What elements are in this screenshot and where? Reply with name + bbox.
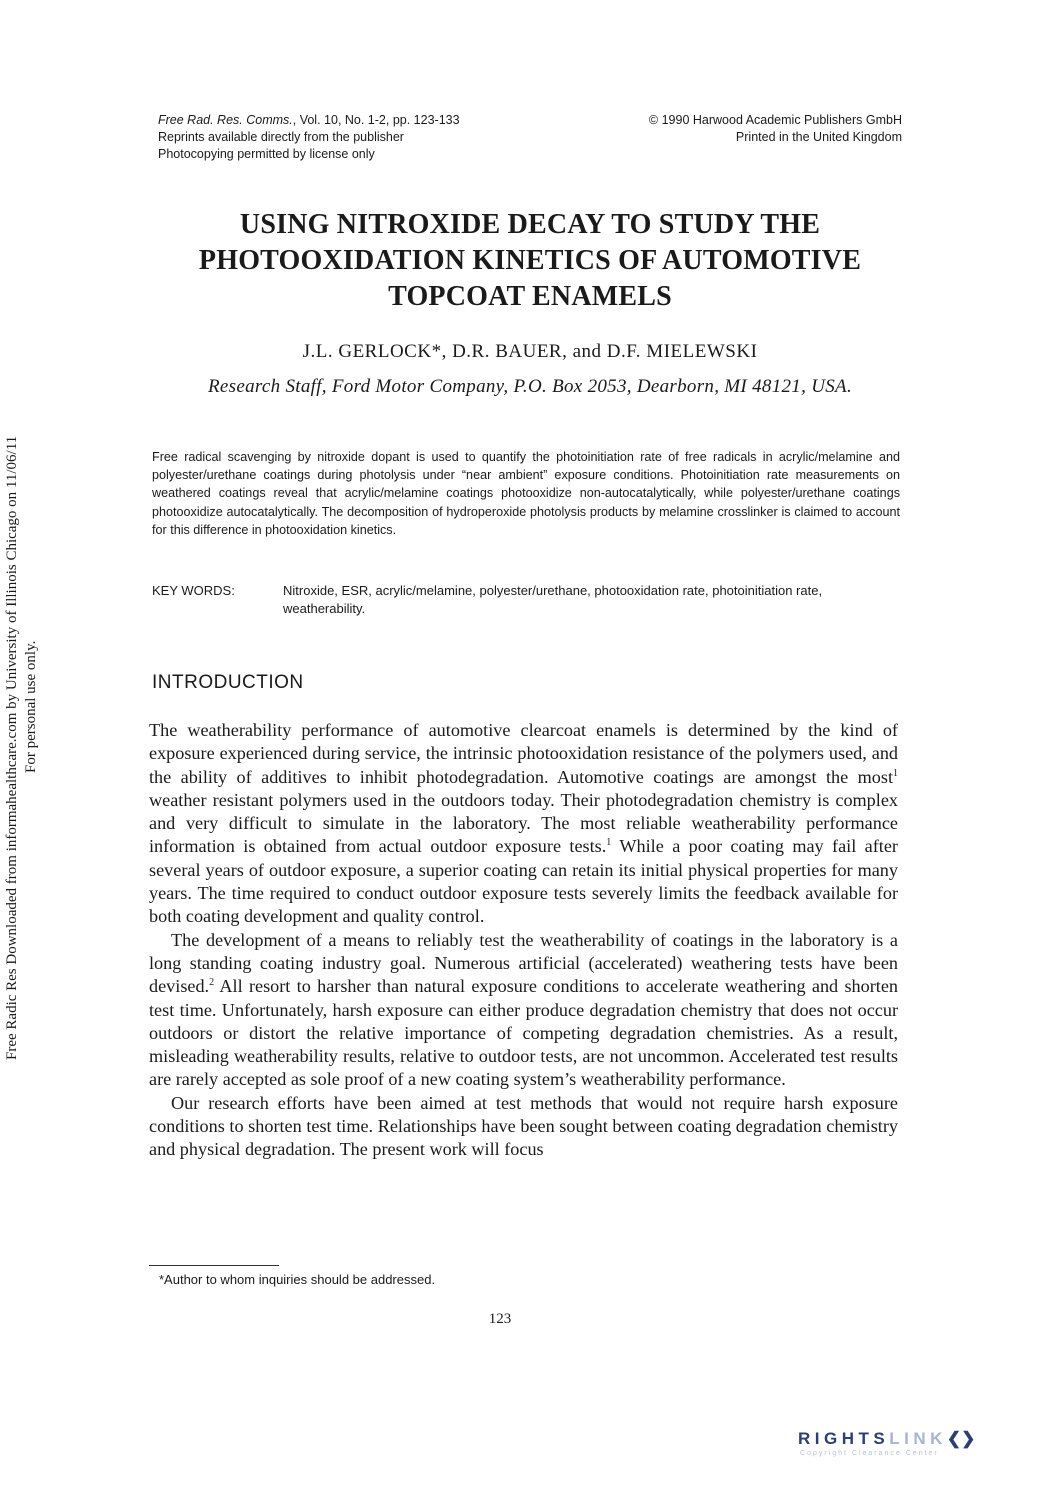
author-affiliation: Research Staff, Ford Motor Company, P.O. Box 2053, Dearborn, MI 48121, USA. — [208, 376, 852, 397]
logo-rights-text: RIGHTS — [798, 1429, 890, 1448]
copyright-block — [649, 112, 902, 146]
reprints-note: Reprints available directly from the publisher — [158, 130, 404, 144]
personal-use-watermark: For personal use only. — [23, 640, 39, 773]
footnote-divider — [149, 1265, 279, 1266]
author-list: J.L. GERLOCK*, D.R. BAUER, and D.F. MIELEWSKI — [302, 341, 758, 362]
rightslink-logo[interactable] — [798, 1429, 1028, 1469]
title-line-1: USING NITROXIDE DECAY TO STUDY THE — [239, 209, 821, 240]
logo-wordmark — [798, 1429, 1028, 1449]
paragraph: Our research efforts have been aimed at test methods that would not require harsh exposure conditions to shorten test time. Relationships have been sought between coating degradation chemistry and physical degradation. The present work will focus — [149, 1092, 898, 1160]
title-line-2: PHOTOOXIDATION KINETICS OF AUTOMOTIVE — [198, 245, 862, 276]
logo-subtitle: Copyright Clearance Center — [800, 1450, 939, 1457]
paragraph-text: While a poor coating may fail after several years of outdoor exposure, a superior coating can retain its initial physical properties for many years. The time required to conduct outdoor exposure tests severely limits the feedback available for both coating development and quality control. — [149, 836, 898, 927]
photocopying-note: Photocopying permitted by license only — [158, 147, 375, 161]
abstract: Free radical scavenging by nitroxide dopant is used to quantify the photoinitiation rate of free radicals in acrylic/melamine and polyester/urethane coatings during photolysis under “near ambient” exposure conditions. Photoinitiation rate measurements on weathered coatings reveal that acrylic/melamine coatings photooxidize non-autocatalytically, while polyester/urethane coatings photooxidize autocatalytically. The decomposition of hydroperoxide photolysis products by melamine crosslinker is claimed to account for this difference in photooxidation kinetics. — [152, 450, 900, 537]
copyright-line: © 1990 Harwood Academic Publishers GmbH — [648, 113, 902, 127]
article-title — [120, 207, 940, 315]
journal-citation — [158, 112, 460, 163]
paragraph-text: The development of a means to reliably test the weatherability of coatings in the laboratory is a long standing coating industry goal. Numerous artificial (accelerated) weathering tests have been devised. — [149, 929, 898, 997]
reference-marker[interactable]: 1 — [893, 767, 898, 779]
download-watermark: Free Radic Res Downloaded from informahealthcare.com by University of Illinois Chicago on 11/06/11 — [4, 435, 20, 1060]
paragraph-text: All resort to harsher than natural exposure conditions to accelerate weathering and shorten test time. Unfortunately, harsh exposure can either produce degradation chemistry that does not occur outdoors or distort the relative importance of competing degradation chemistries. As a result, misleading weatherability results, relative to outdoor tests, are not uncommon. Accelerated test results are rarely accepted as sole proof of a new coating system’s weatherability performance. — [149, 976, 898, 1090]
section-heading-introduction: INTRODUCTION — [152, 672, 304, 693]
paragraph-text: weather resistant polymers used in the outdoors today. Their photodegradation chemistry is complex and very difficult to simulate in the laboratory. The most reliable weatherability performance information is obtained from actual outdoor exposure tests. — [149, 789, 898, 857]
keywords — [152, 582, 900, 618]
link-arrows-icon: ❮❯ — [946, 1429, 976, 1448]
introduction-body — [149, 719, 898, 1162]
page-number: 123 — [488, 1311, 512, 1327]
title-line-3: TOPCOAT ENAMELS — [388, 281, 672, 312]
volume-pages: , Vol. 10, No. 1-2, pp. 123-133 — [292, 113, 460, 127]
printed-in: Printed in the United Kingdom — [735, 130, 902, 144]
paragraph — [149, 719, 898, 929]
keywords-label: KEY WORDS: — [152, 583, 235, 598]
reference-marker[interactable]: 1 — [606, 837, 612, 849]
footnote: *Author to whom inquiries should be addressed. — [159, 1272, 436, 1287]
journal-name: Free Rad. Res. Comms. — [158, 113, 293, 127]
logo-link-text: LINK — [889, 1429, 947, 1448]
paragraph-text: The weatherability performance of automotive clearcoat enamels is determined by the kind of exposure experienced during service, the intrinsic photooxidation resistance of the polymers used, and the ability of additives to inhibit photodegradation. Automotive coatings are amongst the most — [149, 720, 898, 787]
keywords-text: Nitroxide, ESR, acrylic/melamine, polyester/urethane, photooxidation rate, photoinitiation rate, weatherability. — [283, 583, 823, 616]
reference-marker[interactable]: 2 — [209, 977, 215, 989]
paragraph — [149, 929, 898, 1092]
